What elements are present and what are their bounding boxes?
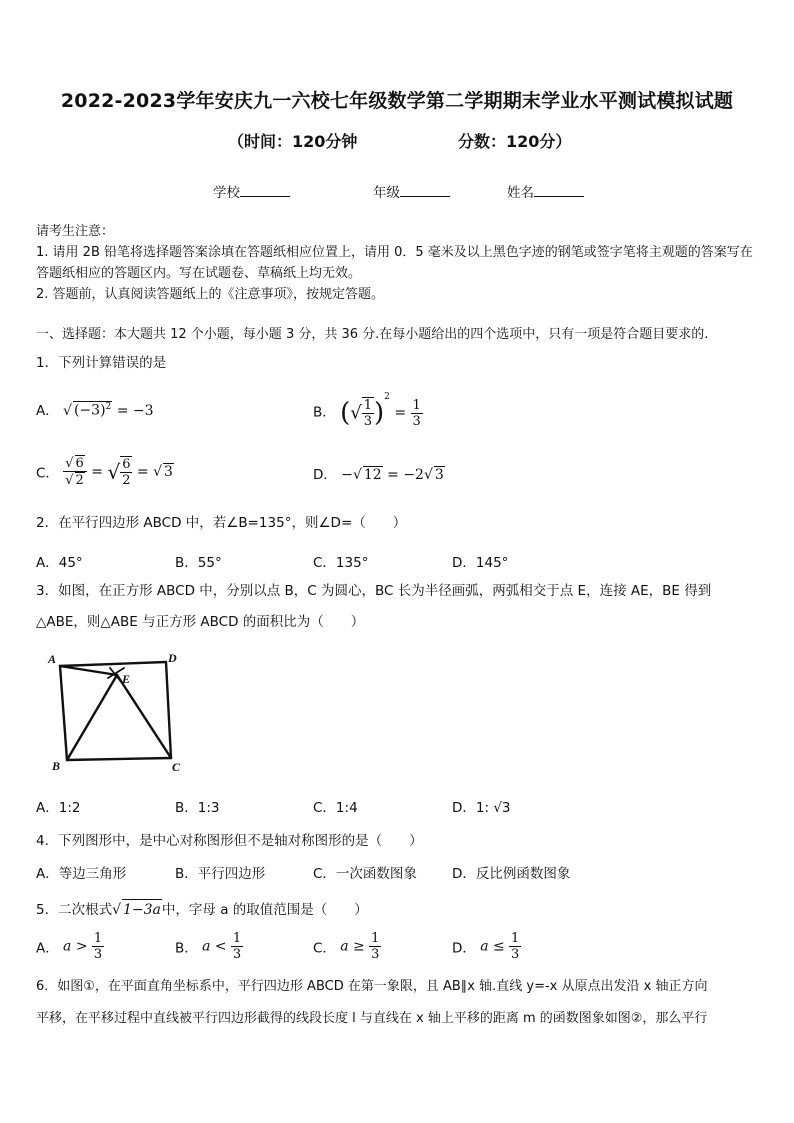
q1-option-b-label: B．: [313, 404, 336, 421]
q5-radicand: 1−3a: [122, 899, 162, 920]
q1-option-c[interactable]: [36, 455, 174, 488]
label-d: D: [168, 651, 177, 665]
side-ad: [60, 662, 166, 666]
segment-ce: [117, 675, 171, 758]
side-ba: [60, 666, 67, 760]
q2-option-d[interactable]: D．145°: [452, 555, 509, 571]
q1-option-c-label: C．: [36, 465, 59, 482]
q5-option-c-label: C．: [313, 940, 336, 957]
school-label: 学校: [213, 185, 240, 201]
school-field[interactable]: [213, 181, 290, 201]
q5-c-num: 1: [371, 931, 380, 946]
q5-option-b[interactable]: [175, 931, 243, 962]
q1-stem: 1．下列计算错误的是: [36, 355, 167, 371]
q1-option-d-expr: −√ 12 = −2√ 3: [341, 467, 444, 483]
page-title: 2022-2023学年安庆九一六校七年级数学第二学期期末学业水平测试模拟试题: [60, 90, 734, 112]
q5-option-d-label: D．: [452, 940, 476, 957]
q5-option-a-fraction: [92, 931, 104, 962]
q2-stem: 2．在平行四边形 ABCD 中，若∠B=135°，则∠D=（ ）: [36, 515, 407, 531]
q5-option-d[interactable]: [452, 931, 521, 962]
name-field[interactable]: [507, 181, 584, 201]
q3-square-figure: [44, 648, 194, 776]
segment-be: [67, 675, 117, 760]
q5-option-a-label: A．: [36, 940, 59, 957]
segment-ae: [60, 666, 117, 675]
side-cb: [67, 758, 171, 760]
label-c: C: [172, 760, 181, 774]
q1-option-a[interactable]: [36, 399, 154, 419]
q5-d-den: 3: [511, 947, 520, 962]
label-a: A: [48, 652, 57, 666]
notice-heading: 请考生注意：: [36, 224, 115, 239]
q5-b-num: 1: [232, 931, 242, 946]
q1-option-c-expr: $\frac{√ 6}{√ 2}$ = √ $\frac{6}{2}$ = √ 3: [65, 456, 173, 488]
q5-c-den: 3: [371, 947, 380, 962]
q5-option-d-relation: a ≤: [480, 938, 505, 955]
q3-option-b[interactable]: B．1:3: [175, 800, 220, 816]
section-heading: 一、选择题：本大题共 12 个小题，每小题 3 分，共 36 分.在每小题给出的四个选项中，只有一项是符合题目要求的.: [36, 327, 709, 342]
q5-stem-suffix: 中，字母 a 的取值范围是（ ）: [161, 902, 368, 918]
q5-a-den: 3: [93, 947, 103, 962]
q4-option-a[interactable]: A．等边三角形: [36, 866, 127, 882]
q5-option-c-fraction: [369, 931, 381, 962]
grade-blank[interactable]: [400, 182, 450, 197]
q5-option-d-fraction: [509, 931, 521, 962]
q1-option-d-label: D．: [313, 467, 337, 483]
side-dc: [166, 662, 171, 758]
notice-item-1: 1. 请用 2B 铅笔将选择题答案涂填在答题纸相应位置上，请用 0．5 毫米及以上黑色字迹的钢笔或签字笔将主观题的答案写在答题纸相应的答题区内。写在试题卷、草稿纸上均无效。: [36, 245, 753, 281]
name-blank[interactable]: [534, 182, 584, 197]
q5-option-b-fraction: [231, 931, 243, 962]
exam-score: 分数：120分）: [458, 132, 572, 151]
q5-option-b-relation: a <: [202, 938, 227, 955]
q4-stem: 4．下列图形中，是中心对称图形但不是轴对称图形的是（ ）: [36, 833, 423, 849]
q5-option-c[interactable]: [313, 931, 381, 962]
q3-stem-line-1: 3．如图，在正方形 ABCD 中，分别以点 B，C 为圆心，BC 长为半径画弧，两弧相交于点 E，连接 AE，BE 得到: [36, 583, 712, 599]
name-label: 姓名: [507, 185, 534, 201]
q4-option-b[interactable]: B．平行四边形: [175, 866, 266, 882]
q2-option-c[interactable]: C．135°: [313, 555, 369, 571]
q1-option-b-expr: (√ $\frac{1}{3}$ )$^2$ = $\frac{1}{3}$: [340, 392, 421, 429]
grade-label: 年级: [373, 185, 400, 201]
grade-field[interactable]: [373, 181, 450, 201]
q5-stem-prefix: 5．二次根式: [36, 902, 113, 918]
q6-stem-line-2: 平移，在平移过程中直线被平行四边形截得的线段长度 l 与直线在 x 轴上平移的距离 m 的函数图象如图②，那么平行: [36, 1011, 708, 1026]
label-e: E: [122, 672, 131, 686]
q2-option-b[interactable]: B．55°: [175, 555, 222, 571]
q5-option-a[interactable]: [36, 931, 104, 962]
q3-option-a[interactable]: A．1:2: [36, 800, 81, 816]
q5-option-c-relation: a ≥: [340, 938, 365, 955]
q5-a-num: 1: [93, 931, 103, 946]
q5-stem: 5．二次根式√ 1−3a中，字母 a 的取值范围是（ ）: [36, 899, 368, 920]
q5-option-a-relation: a >: [63, 938, 88, 955]
q1-option-a-expr: √ $(-3)^2 = -3$: [63, 402, 154, 419]
q1-option-d[interactable]: [313, 463, 445, 483]
exam-time: （时间：120分钟: [228, 132, 358, 151]
school-blank[interactable]: [240, 182, 290, 197]
q6-stem-line-1: 6．如图①，在平面直角坐标系中，平行四边形 ABCD 在第一象限，且 AB∥x 轴.直线 y=-x 从原点出发沿 x 轴正方向: [36, 979, 708, 994]
q1-option-b[interactable]: [313, 392, 423, 429]
q2-option-a[interactable]: A．45°: [36, 555, 83, 571]
label-b: B: [52, 759, 61, 773]
q3-stem-line-2: △ABE，则△ABE 与正方形 ABCD 的面积比为（ ）: [36, 614, 365, 630]
q3-option-c[interactable]: C．1:4: [313, 800, 358, 816]
q5-b-den: 3: [232, 947, 242, 962]
q3-option-d[interactable]: D．1: √3: [452, 800, 511, 816]
q5-d-num: 1: [511, 931, 520, 946]
q4-option-d[interactable]: D．反比例函数图象: [452, 866, 571, 882]
q5-option-b-label: B．: [175, 940, 198, 957]
q4-option-c[interactable]: C．一次函数图象: [313, 866, 417, 882]
notice-item-2: 2. 答题前，认真阅读答题纸上的《注意事项》，按规定答题。: [36, 287, 385, 302]
q1-option-a-label: A．: [36, 403, 59, 419]
